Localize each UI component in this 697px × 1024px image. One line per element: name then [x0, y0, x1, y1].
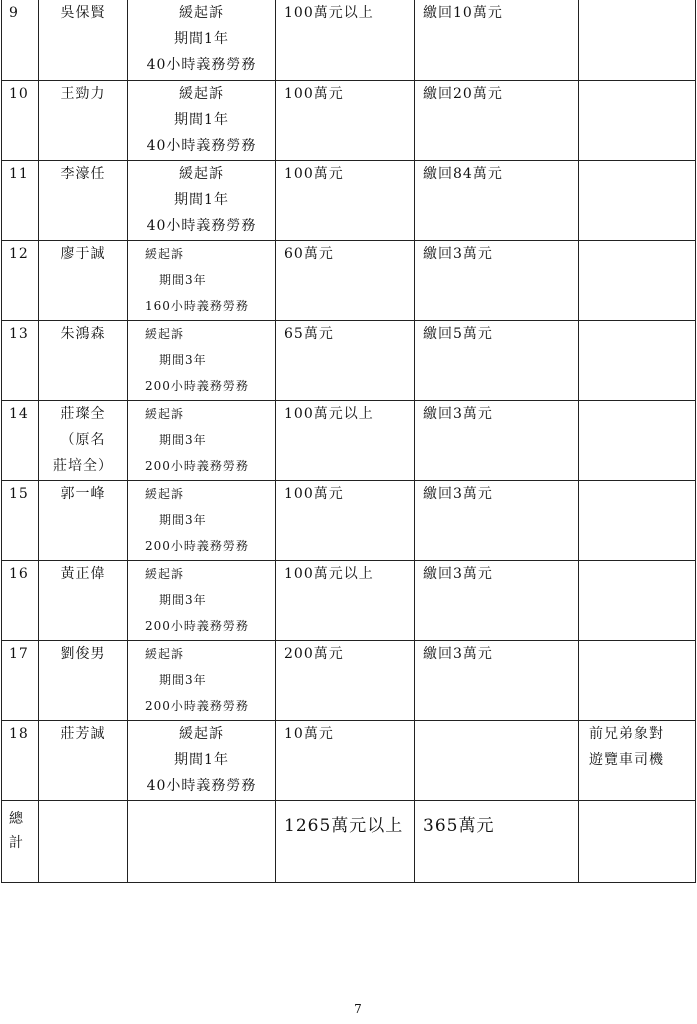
note-cell: [579, 0, 696, 80]
sentence-line: 期間1年: [174, 751, 229, 768]
sentence-line: 緩起訴: [145, 646, 185, 661]
returned-cell: 繳回84萬元: [415, 160, 579, 240]
name-cell: [39, 320, 128, 400]
name-cell: [39, 0, 128, 80]
note-cell: [579, 160, 696, 240]
sentence-line: 期間1年: [174, 111, 229, 128]
table-row: [2, 480, 696, 560]
sentence-line: 期間1年: [174, 191, 229, 208]
amount-cell: 65萬元: [276, 320, 415, 400]
amount-cell: 10萬元: [276, 720, 415, 800]
amount-cell: 100萬元以上: [276, 560, 415, 640]
note-cell: [579, 240, 696, 320]
table-row: [2, 320, 696, 400]
sentence-line: 40小時義務勞務: [146, 217, 257, 234]
sentence-line: 期間3年: [159, 512, 207, 527]
sentence-cell: [128, 320, 276, 400]
name-line: 莊培全）: [53, 457, 113, 474]
row-number-cell: 13: [2, 320, 39, 400]
returned-cell: 繳回10萬元: [415, 0, 579, 80]
sentence-cell: [128, 720, 276, 800]
sentence-line: 期間3年: [159, 592, 207, 607]
amount-cell: 60萬元: [276, 240, 415, 320]
sentence-line: 40小時義務勞務: [146, 777, 257, 794]
row-number-cell: 16: [2, 560, 39, 640]
amount-cell: 200萬元: [276, 640, 415, 720]
returned-cell: 繳回3萬元: [415, 640, 579, 720]
table-row: [2, 0, 696, 80]
records-table: [1, 0, 696, 883]
name-line: 廖于誠: [60, 245, 106, 262]
sentence-line: 期間1年: [174, 31, 229, 47]
sentence-cell: [128, 0, 276, 80]
total-returned: 365萬元: [423, 815, 495, 836]
table-row: [2, 80, 696, 160]
name-line: （原名: [60, 431, 106, 448]
sentence-line: 期間3年: [159, 272, 207, 287]
sentence-line: 緩起訴: [145, 326, 185, 341]
name-cell: [39, 240, 128, 320]
sentence-line: 緩起訴: [179, 5, 224, 21]
note-line: 遊覽車司機: [589, 751, 664, 768]
sentence-line: 40小時義務勞務: [146, 57, 257, 73]
note-cell: [579, 720, 696, 800]
row-number-cell: 12: [2, 240, 39, 320]
note-cell: [579, 560, 696, 640]
sentence-line: 緩起訴: [145, 566, 185, 581]
sentence-line: 緩起訴: [179, 165, 224, 182]
total-row: [2, 800, 696, 882]
sentence-line: 200小時義務勞務: [145, 378, 249, 393]
sentence-cell: [128, 80, 276, 160]
row-number-cell: 18: [2, 720, 39, 800]
table-row: [2, 720, 696, 800]
name-cell: [39, 720, 128, 800]
row-number-cell: 17: [2, 640, 39, 720]
sentence-line: 40小時義務勞務: [146, 137, 257, 154]
name-cell: [39, 560, 128, 640]
returned-cell: 繳回3萬元: [415, 480, 579, 560]
table-row: [2, 160, 696, 240]
amount-cell: 100萬元: [276, 480, 415, 560]
table-row: [2, 400, 696, 480]
row-number-cell: 14: [2, 400, 39, 480]
total-label-cell: [2, 800, 39, 882]
table-row: [2, 560, 696, 640]
total-amount-cell: [276, 800, 415, 882]
sentence-line: 200小時義務勞務: [145, 538, 249, 553]
returned-cell: 繳回3萬元: [415, 560, 579, 640]
name-line: 莊芳誠: [60, 725, 106, 742]
row-number-cell: 15: [2, 480, 39, 560]
sentence-line: 200小時義務勞務: [145, 618, 249, 633]
amount-cell: 100萬元: [276, 160, 415, 240]
name-cell: [39, 400, 128, 480]
row-number-cell: 9: [2, 0, 39, 80]
page-number: 7: [354, 1002, 362, 1016]
total-amount: 1265萬元以上: [284, 815, 404, 836]
sentence-line: 緩起訴: [145, 406, 185, 421]
name-line: 吳保賢: [60, 5, 106, 21]
name-line: 莊璨全: [60, 405, 106, 422]
sentence-cell: [128, 240, 276, 320]
sentence-line: 200小時義務勞務: [145, 698, 249, 713]
name-line: 李濠任: [60, 165, 106, 182]
table-body: [2, 0, 696, 882]
returned-cell: 繳回5萬元: [415, 320, 579, 400]
sentence-cell: [128, 400, 276, 480]
total-returned-cell: [415, 800, 579, 882]
name-line: 劉俊男: [60, 645, 106, 662]
total-empty-cell: [128, 800, 276, 882]
note-cell: [579, 480, 696, 560]
name-cell: [39, 80, 128, 160]
row-number-cell: 11: [2, 160, 39, 240]
sentence-line: 160小時義務勞務: [145, 298, 249, 313]
amount-cell: 100萬元以上: [276, 0, 415, 80]
sentence-cell: [128, 640, 276, 720]
name-cell: [39, 640, 128, 720]
amount-cell: 100萬元以上: [276, 400, 415, 480]
sentence-line: 200小時義務勞務: [145, 458, 249, 473]
sentence-cell: [128, 160, 276, 240]
sentence-line: 緩起訴: [179, 725, 224, 742]
sentence-cell: [128, 560, 276, 640]
sentence-line: 緩起訴: [179, 85, 224, 102]
table-row: [2, 640, 696, 720]
sentence-line: 期間3年: [159, 352, 207, 367]
note-cell: [579, 320, 696, 400]
sentence-line: 緩起訴: [145, 246, 185, 261]
note-cell: [579, 400, 696, 480]
name-line: 黃正偉: [60, 565, 106, 582]
returned-cell: [415, 720, 579, 800]
row-number-cell: 10: [2, 80, 39, 160]
returned-cell: 繳回3萬元: [415, 240, 579, 320]
sentence-line: 緩起訴: [145, 486, 185, 501]
total-label-char: 總: [9, 810, 24, 827]
note-cell: [579, 640, 696, 720]
returned-cell: 繳回3萬元: [415, 400, 579, 480]
name-line: 朱鴻森: [60, 325, 106, 342]
name-cell: [39, 160, 128, 240]
name-line: 郭一峰: [60, 485, 106, 502]
sentence-cell: [128, 480, 276, 560]
table-row: [2, 240, 696, 320]
note-cell: [579, 80, 696, 160]
sentence-line: 期間3年: [159, 432, 207, 447]
amount-cell: 100萬元: [276, 80, 415, 160]
total-empty-cell: [579, 800, 696, 882]
sentence-line: 期間3年: [159, 672, 207, 687]
name-cell: [39, 480, 128, 560]
returned-cell: 繳回20萬元: [415, 80, 579, 160]
total-label-char: 計: [9, 834, 24, 851]
total-empty-cell: [39, 800, 128, 882]
name-line: 王勁力: [60, 85, 106, 102]
note-line: 前兄弟象對: [589, 725, 664, 742]
